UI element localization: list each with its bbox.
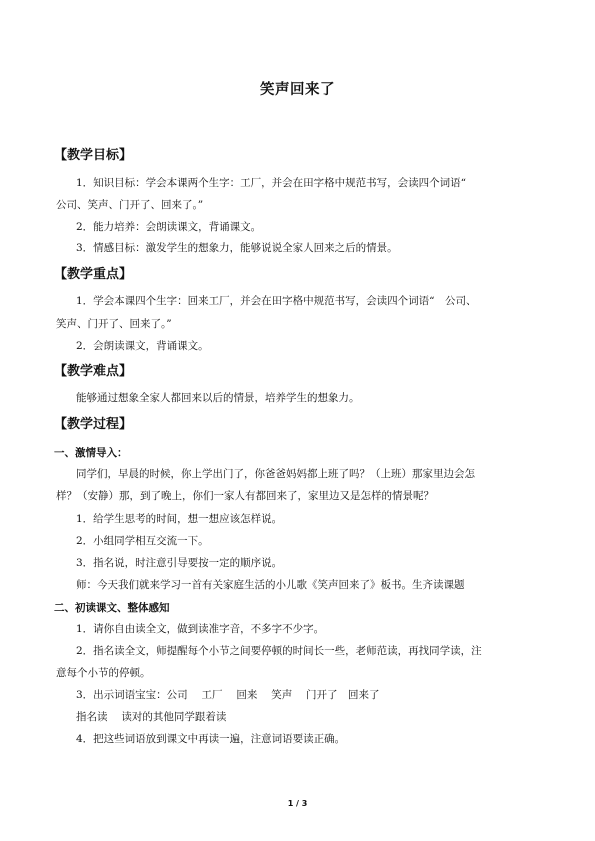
heading-key-points: 【教学重点】 — [54, 267, 133, 282]
process-part1-title: 一、激情导入： — [54, 447, 128, 459]
key-points-line: 1．学会本课四个生字：回来工厂，并会在田字格中规范书写，会读四个词语“ 公司、 — [76, 295, 477, 307]
goals-line: 3．情感目标：激发学生的想象力，能够说说全家人回来之后的情景。 — [76, 242, 398, 254]
goals-line: 2．能力培养：会朗读课文，背诵课文。 — [76, 221, 262, 233]
process-part1-line: 同学们，早晨的时候，你上学出门了，你爸爸妈妈都上班了吗？（上班）那家里边会怎 — [76, 468, 475, 480]
process-part2-line: 2．指名读全文，师提醒每个小节之间要停顿的时间长一些，老师范读，再找同学读，注 — [76, 645, 482, 657]
process-part2-line: 指名读 读对的其他同学跟着读 — [76, 711, 227, 723]
difficulties-line: 能够通过想象全家人都回来以后的情景，培养学生的想象力。 — [76, 392, 360, 404]
process-part1-line: 3．指名说，时注意引导要按一定的顺序说。 — [76, 557, 283, 569]
goals-line: 1．知识目标：学会本课两个生字：工厂，并会在田字格中规范书写，会读四个词语“ — [76, 177, 467, 189]
heading-goals: 【教学目标】 — [54, 148, 133, 163]
heading-difficulties: 【教学难点】 — [54, 364, 133, 379]
process-part2-line: 4．把这些词语放到课文中再读一遍，注意词语要读正确。 — [76, 733, 346, 745]
key-points-line: 笑声、门开了、回来了。” — [56, 318, 172, 330]
key-points-line: 2．会朗读课文，背诵课文。 — [76, 340, 209, 352]
page-number: 1 / 3 — [287, 799, 308, 808]
process-part1-line: 样？（安静）那，到了晚上，你们一家人有都回来了，家里边又是怎样的情景呢？ — [56, 490, 434, 502]
goals-line: 公司、笑声、门开了、回来了。” — [56, 199, 204, 211]
process-part1-line: 师：今天我们就来学习一首有关家庭生活的小儿歌《笑声回来了》板书。生齐读课题 — [76, 579, 465, 591]
process-part1-line: 2．小组同学相互交流一下。 — [76, 535, 209, 547]
process-part2-title: 二、初读课文、整体感知 — [54, 602, 170, 614]
process-part2-line: 意每个小节的停顿。 — [56, 667, 151, 679]
heading-process: 【教学过程】 — [54, 417, 133, 432]
document-title: 笑声回来了 — [260, 82, 335, 98]
process-part2-line: 3．出示词语宝宝：公司 工厂 回来 笑声 门开了 回来了 — [76, 689, 380, 701]
process-part2-line: 1．请你自由读全文，做到读准字音，不多字不少字。 — [76, 623, 325, 635]
process-part1-line: 1．给学生思考的时间，想一想应该怎样说。 — [76, 513, 283, 525]
